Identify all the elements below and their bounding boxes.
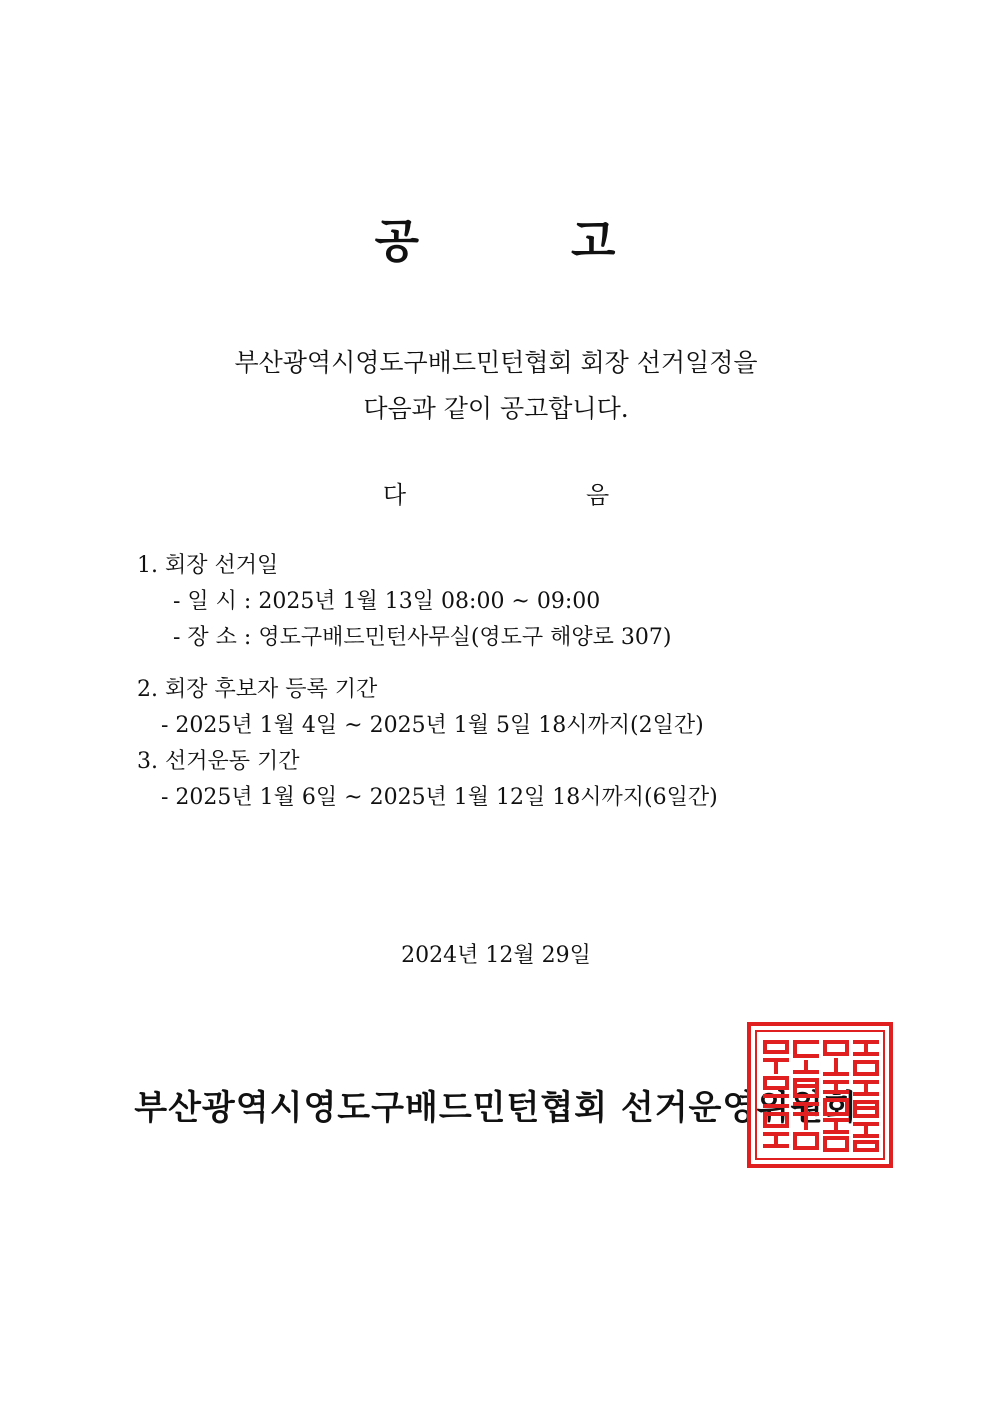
official-seal bbox=[747, 1022, 893, 1168]
item-campaign-heading: 3. 선거운동 기간 bbox=[137, 749, 300, 774]
following-char-right: 음 bbox=[586, 481, 610, 509]
item-spacer bbox=[137, 656, 897, 672]
item-election-day-place: - 장 소 : 영도구배드민턴사무실(영도구 해양로 307) bbox=[173, 625, 672, 650]
item-election-day-heading: 1. 회장 선거일 bbox=[137, 553, 279, 578]
title-char-right: 고 bbox=[571, 214, 618, 268]
item-election-day-datetime: - 일 시 : 2025년 1월 13일 08:00 ~ 09:00 bbox=[173, 589, 601, 614]
following-char-left: 다 bbox=[382, 481, 406, 509]
schedule-list bbox=[137, 548, 897, 816]
item-campaign-period: - 2025년 1월 6일 ~ 2025년 1월 12일 18시까지(6일간) bbox=[161, 785, 718, 810]
notice-date: 2024년 12월 29일 bbox=[401, 943, 591, 968]
item-registration-period: - 2025년 1월 4일 ~ 2025년 1월 5일 18시까지(2일간) bbox=[161, 713, 704, 738]
title-char-left: 공 bbox=[374, 214, 421, 268]
intro-line-2: 다음과 같이 공고합니다. bbox=[363, 394, 629, 423]
intro-paragraph bbox=[0, 340, 992, 432]
organization-name: 부산광역시영도구배드민턴협회 선거운영위원회 bbox=[134, 1088, 858, 1128]
following-heading bbox=[0, 475, 992, 510]
item-registration-heading: 2. 회장 후보자 등록 기간 bbox=[137, 677, 378, 702]
notice-title bbox=[0, 205, 992, 271]
intro-line-1: 부산광역시영도구배드민턴협회 회장 선거일정을 bbox=[234, 348, 758, 377]
